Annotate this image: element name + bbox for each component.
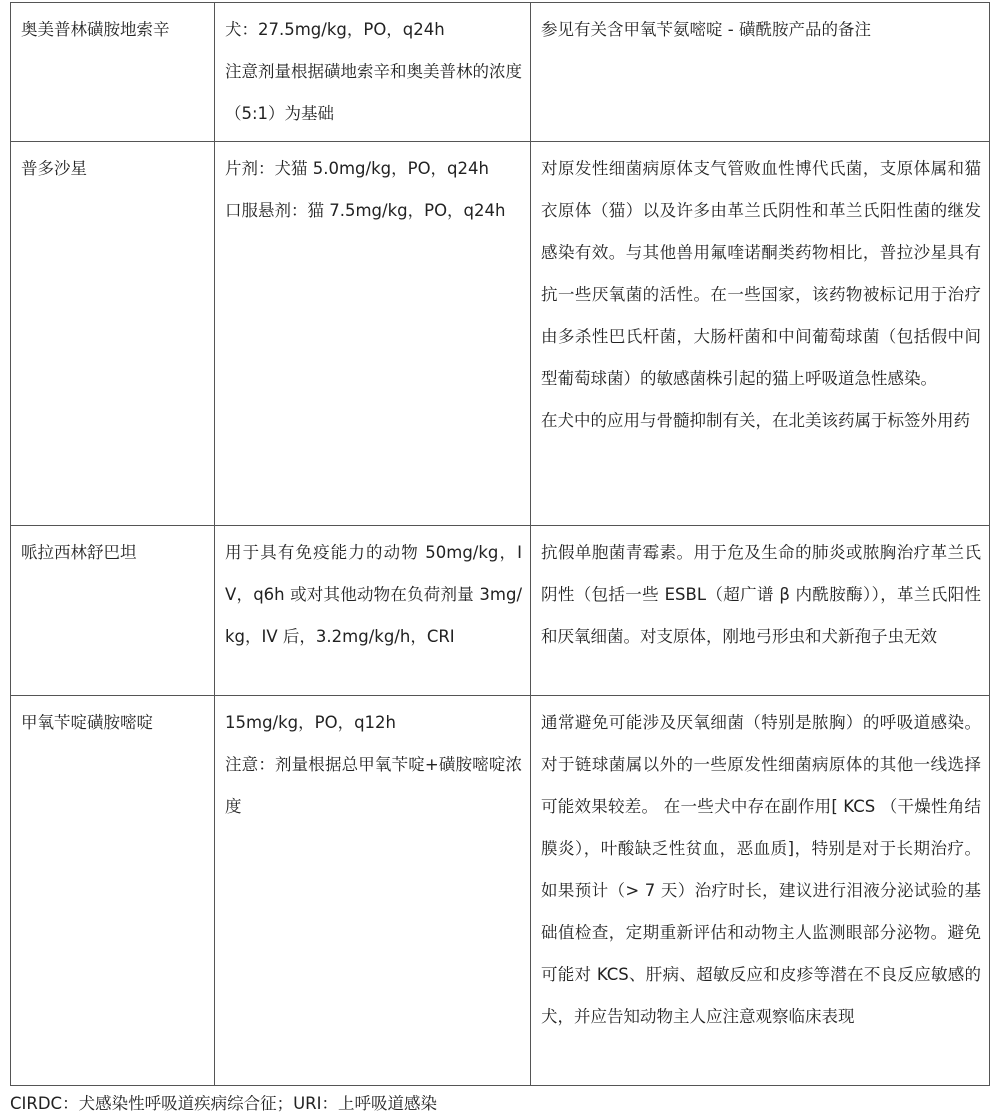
note-line: 在犬中的应用与骨髓抑制有关，在北美该药属于标签外用药 xyxy=(541,411,970,430)
drug-name-cell xyxy=(11,142,215,526)
table-row xyxy=(11,526,990,696)
note-line: 抗假单胞菌青霉素。用于危及生命的肺炎或脓胸治疗革兰氏阴性（包括一些 ESBL（超广谱 β 内酰胺酶）），革兰氏阳性和厌氧细菌。对支原体，刚地弓形虫和犬新孢子虫无效 xyxy=(541,543,981,646)
dose-line: 15mg/kg，PO，q12h xyxy=(225,713,396,732)
dose-line: 片剂：犬猫 5.0mg/kg，PO，q24h xyxy=(225,159,489,178)
drug-name: 普多沙星 xyxy=(21,159,87,178)
table-footnote: CIRDC：犬感染性呼吸道疾病综合征；URI：上呼吸道感染 xyxy=(10,1094,437,1113)
dose-line: 注意剂量根据磺地索辛和奥美普林的浓度（5:1）为基础 xyxy=(225,62,522,123)
note-line: 参见有关含甲氧苄氨嘧啶 - 磺酰胺产品的备注 xyxy=(541,20,871,39)
note-cell xyxy=(531,526,990,696)
note-cell xyxy=(531,696,990,1086)
dose-line: 用于具有免疫能力的动物 50mg/kg，IV，q6h 或对其他动物在负荷剂量 3mg/kg，IV 后，3.2mg/kg/h，CRI xyxy=(225,543,522,646)
dose-cell xyxy=(215,526,531,696)
drug-table xyxy=(10,2,990,1086)
dose-line: 注意：剂量根据总甲氧苄啶+磺胺嘧啶浓度 xyxy=(225,755,522,816)
table-row xyxy=(11,142,990,526)
note-cell xyxy=(531,3,990,142)
dose-cell xyxy=(215,696,531,1086)
drug-name-cell xyxy=(11,3,215,142)
dose-cell xyxy=(215,142,531,526)
note-cell xyxy=(531,142,990,526)
drug-name: 哌拉西林舒巴坦 xyxy=(21,543,137,562)
drug-name: 奥美普林磺胺地索辛 xyxy=(21,20,170,39)
drug-name: 甲氧苄啶磺胺嘧啶 xyxy=(21,713,153,732)
drug-name-cell xyxy=(11,526,215,696)
dose-line: 犬：27.5mg/kg，PO，q24h xyxy=(225,20,445,39)
drug-name-cell xyxy=(11,696,215,1086)
table-row xyxy=(11,3,990,142)
dose-line: 口服悬剂：猫 7.5mg/kg，PO，q24h xyxy=(225,201,506,220)
table-row xyxy=(11,696,990,1086)
dose-cell xyxy=(215,3,531,142)
note-line: 对原发性细菌病原体支气管败血性博代氏菌，支原体属和猫衣原体（猫）以及许多由革兰氏阴性和革兰氏阳性菌的继发感染有效。与其他兽用氟喹诺酮类药物相比，普拉沙星具有抗一些厌氧菌的活性。在一些国家，该药物被标记用于治疗由多杀性巴氏杆菌，大肠杆菌和中间葡萄球菌（包括假中间型葡萄球菌）的敏感菌株引起的猫上呼吸道急性感染。 xyxy=(541,159,981,388)
note-line: 通常避免可能涉及厌氧细菌（特别是脓胸）的呼吸道感染。对于链球菌属以外的一些原发性细菌病原体的其他一线选择可能效果较差。 在一些犬中存在副作用[ KCS （干燥性角结膜炎），叶酸缺乏性贫血，恶血质]，特别是对于长期治疗。如果预计（> 7 天）治疗时长，建议进行泪液分泌试验的基础值检查，定期重新评估和动物主人监测眼部分泌物。避免可能对 KCS、肝病、超敏反应和皮疹等潜在不良反应敏感的犬，并应告知动物主人应注意观察临床表现 xyxy=(541,713,981,1026)
